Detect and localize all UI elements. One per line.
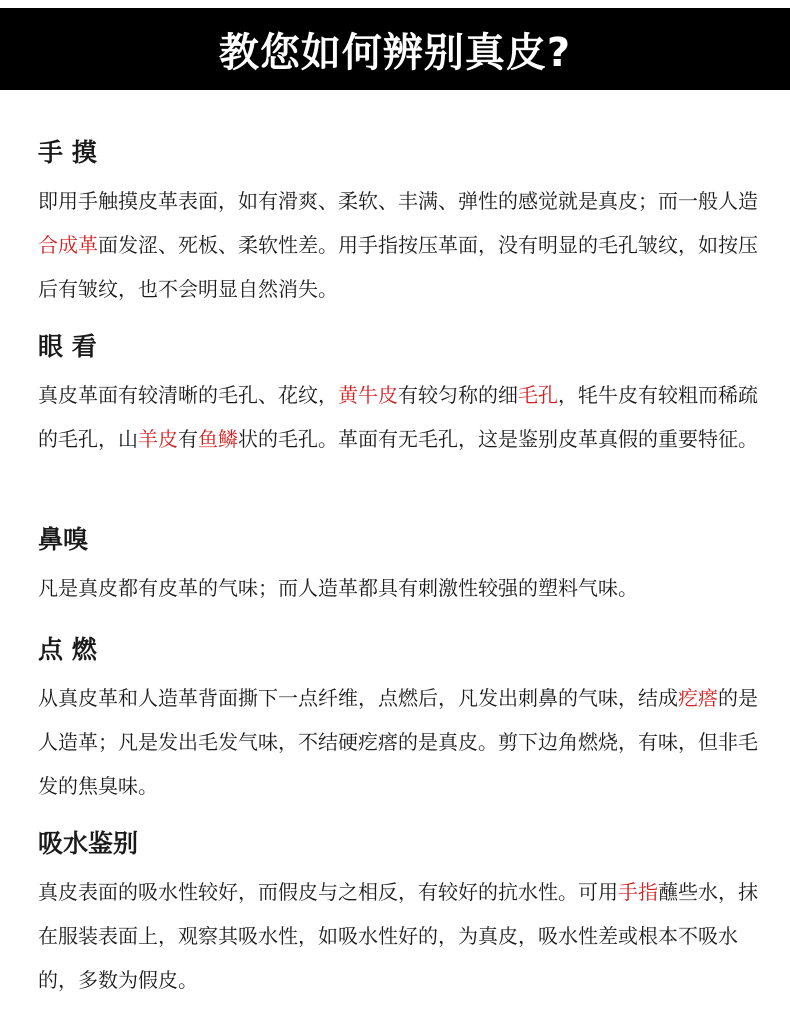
highlighted-term: 手指 <box>618 880 658 904</box>
text-run: 状的毛孔。革面有无毛孔，这是鉴别皮革真假的重要特征。 <box>238 427 758 451</box>
section-body <box>38 566 758 610</box>
text-run: 的是人造革；凡是发出毛发气味，不结硬疙瘩的是真皮。剪下边角燃烧，有味，但非毛发的焦臭味。 <box>38 686 758 798</box>
section-body <box>38 373 758 461</box>
section-water-absorption <box>38 826 758 1002</box>
section-heading: 吸水鉴别 <box>38 829 139 858</box>
section-heading: 手 摸 <box>38 138 97 167</box>
section-heading: 鼻嗅 <box>38 525 89 554</box>
section-burn <box>38 632 758 808</box>
text-run: 有较匀称的细 <box>398 383 518 407</box>
page-title: 教您如何辨别真皮? <box>218 29 572 76</box>
text-run: 有 <box>178 427 198 451</box>
section-look <box>38 329 758 461</box>
text-run: 蘸些水，抹在服装表面上，观察其吸水性，如吸水性好的，为真皮，吸水性差或根本不吸水的，多数为假皮。 <box>38 880 758 992</box>
section-touch <box>38 135 758 311</box>
section-heading: 眼 看 <box>38 332 97 361</box>
highlighted-term: 鱼鳞 <box>198 427 238 451</box>
text-run: ，牦牛皮有较粗而稀疏的毛孔，山 <box>38 383 758 451</box>
highlighted-term: 羊皮 <box>138 427 178 451</box>
title-banner <box>0 8 790 90</box>
text-run: 从真皮革和人造革背面撕下一点纤维，点燃后，凡发出刺鼻的气味，结成 <box>38 686 678 710</box>
highlighted-term: 合成革 <box>38 233 98 257</box>
section-heading: 点 燃 <box>38 635 97 664</box>
highlighted-term: 黄牛皮 <box>338 383 398 407</box>
section-body <box>38 870 758 1002</box>
text-run: 凡是真皮都有皮革的气味；而人造革都具有刺激性较强的塑料气味。 <box>38 576 638 600</box>
section-body <box>38 179 758 311</box>
section-body <box>38 676 758 808</box>
section-smell <box>38 522 758 610</box>
text-run: 面发涩、死板、柔软性差。用手指按压革面，没有明显的毛孔皱纹，如按压后有皱纹，也不会明显自然消失。 <box>38 233 758 301</box>
text-run: 即用手触摸皮革表面，如有滑爽、柔软、丰满、弹性的感觉就是真皮；而一般人造 <box>38 189 758 213</box>
text-run: 真皮革面有较清晰的毛孔、花纹， <box>38 383 338 407</box>
text-run: 真皮表面的吸水性较好，而假皮与之相反，有较好的抗水性。可用 <box>38 880 618 904</box>
highlighted-term: 毛孔 <box>518 383 558 407</box>
highlighted-term: 疙瘩 <box>678 686 718 710</box>
